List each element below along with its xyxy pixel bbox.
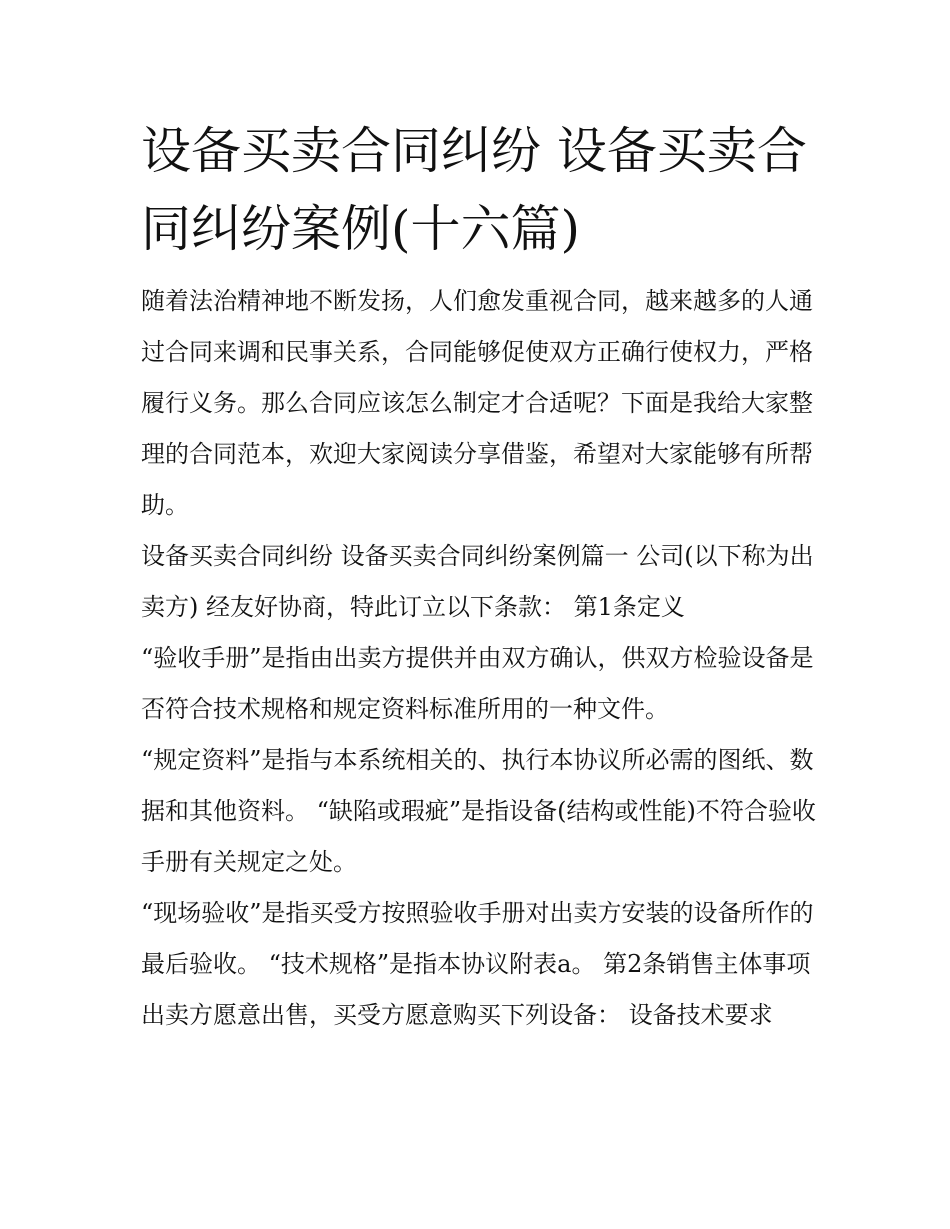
document-body — [141, 276, 821, 1041]
paragraph-sale-subject: 出卖方愿意出售，买受方愿意购买下列设备： 设备技术要求 — [141, 1001, 773, 1029]
paragraph-intro: 随着法治精神地不断发扬，人们愈发重视合同，越来越多的人通过合同来调和民事关系，合同能够促使双方正确行使权力，严格履行义务。那么合同应该怎么制定才合适呢？下面是我给大家整理的合同范本，欢迎大家阅读分享借鉴，希望对大家能够有所帮助。 — [141, 287, 813, 519]
paragraph-definition-specified-materials: “规定资料”是指与本系统相关的、执行本协议所必需的图纸、数据和其他资料。 “缺陷或瑕疵”是指设备(结构或性能)不符合验收手册有关规定之处。 — [141, 746, 816, 876]
document-title: 设备买卖合同纠纷 设备买卖合同纠纷案例(十六篇) — [141, 122, 807, 258]
paragraph-definition-site-acceptance: “现场验收”是指买受方按照验收手册对出卖方安装的设备所作的最后验收。 “技术规格”是指本协议附表a。 第2条销售主体事项 — [141, 899, 814, 978]
paragraph-case-one-opening: 设备买卖合同纠纷 设备买卖合同纠纷案例篇一 公司(以下称为出卖方) 经友好协商，特此订立以下条款： 第1条定义 — [141, 542, 814, 621]
document-content — [141, 112, 821, 1041]
paragraph-definition-acceptance-manual: “验收手册”是指由出卖方提供并由双方确认，供双方检验设备是否符合技术规格和规定资料标准所用的一种文件。 — [141, 644, 814, 723]
